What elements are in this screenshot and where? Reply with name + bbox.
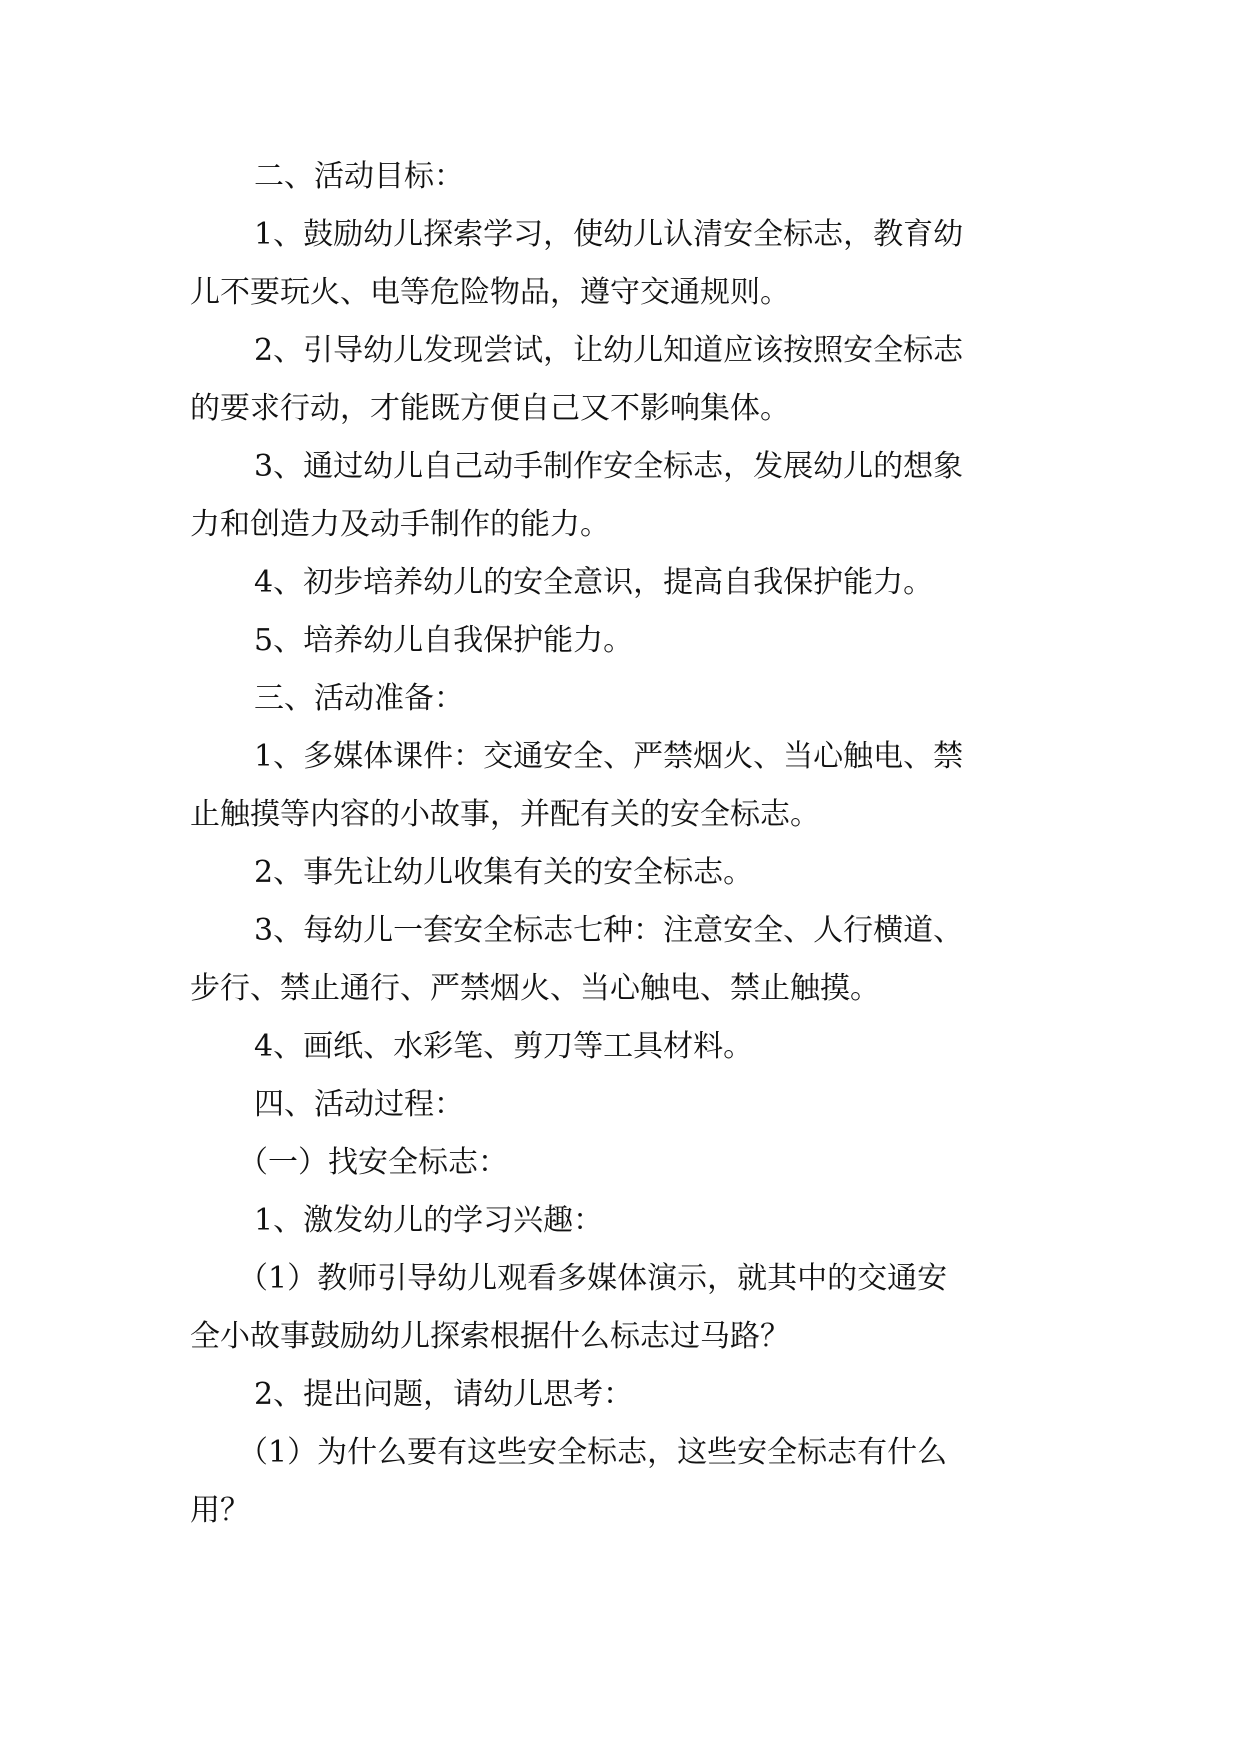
paragraph-line: 4、画纸、水彩笔、剪刀等工具材料。 bbox=[254, 1029, 754, 1064]
paragraph-line: 1、鼓励幼儿探索学习，使幼儿认清安全标志，教育幼 bbox=[254, 217, 964, 252]
paragraph-line: 2、引导幼儿发现尝试，让幼儿知道应该按照安全标志 bbox=[254, 333, 964, 368]
paragraph-line: 3、每幼儿一套安全标志七种：注意安全、人行横道、 bbox=[254, 913, 964, 948]
paragraph-line: 3、通过幼儿自己动手制作安全标志，发展幼儿的想象 bbox=[254, 449, 964, 484]
paragraph-line: 4、初步培养幼儿的安全意识，提高自我保护能力。 bbox=[254, 565, 934, 600]
paragraph-line: 全小故事鼓励幼儿探索根据什么标志过马路？ bbox=[190, 1319, 790, 1354]
paragraph-line: 2、事先让幼儿收集有关的安全标志。 bbox=[254, 855, 754, 890]
section-heading-preparation: 三、活动准备： bbox=[254, 681, 464, 716]
paragraph-line: 的要求行动，才能既方便自己又不影响集体。 bbox=[190, 391, 790, 426]
document-body bbox=[190, 148, 1050, 1540]
paragraph-line: 2、提出问题，请幼儿思考： bbox=[254, 1377, 634, 1412]
section-heading-goals: 二、活动目标： bbox=[254, 159, 464, 194]
paragraph-line: 儿不要玩火、电等危险物品，遵守交通规则。 bbox=[190, 275, 790, 310]
paragraph-line: 1、激发幼儿的学习兴趣： bbox=[254, 1203, 604, 1238]
subsection-heading: （一）找安全标志： bbox=[238, 1145, 508, 1180]
paragraph-line: （1）为什么要有这些安全标志，这些安全标志有什么 bbox=[238, 1435, 948, 1470]
paragraph-line: 止触摸等内容的小故事，并配有关的安全标志。 bbox=[190, 797, 820, 832]
paragraph-line: 力和创造力及动手制作的能力。 bbox=[190, 507, 610, 542]
paragraph-line: 1、多媒体课件：交通安全、严禁烟火、当心触电、禁 bbox=[254, 739, 964, 774]
paragraph-line: 用？ bbox=[190, 1493, 250, 1528]
paragraph-line: 5、培养幼儿自我保护能力。 bbox=[254, 623, 634, 658]
section-heading-process: 四、活动过程： bbox=[254, 1087, 464, 1122]
paragraph-line: 步行、禁止通行、严禁烟火、当心触电、禁止触摸。 bbox=[190, 971, 880, 1006]
paragraph-line: （1）教师引导幼儿观看多媒体演示，就其中的交通安 bbox=[238, 1261, 948, 1296]
